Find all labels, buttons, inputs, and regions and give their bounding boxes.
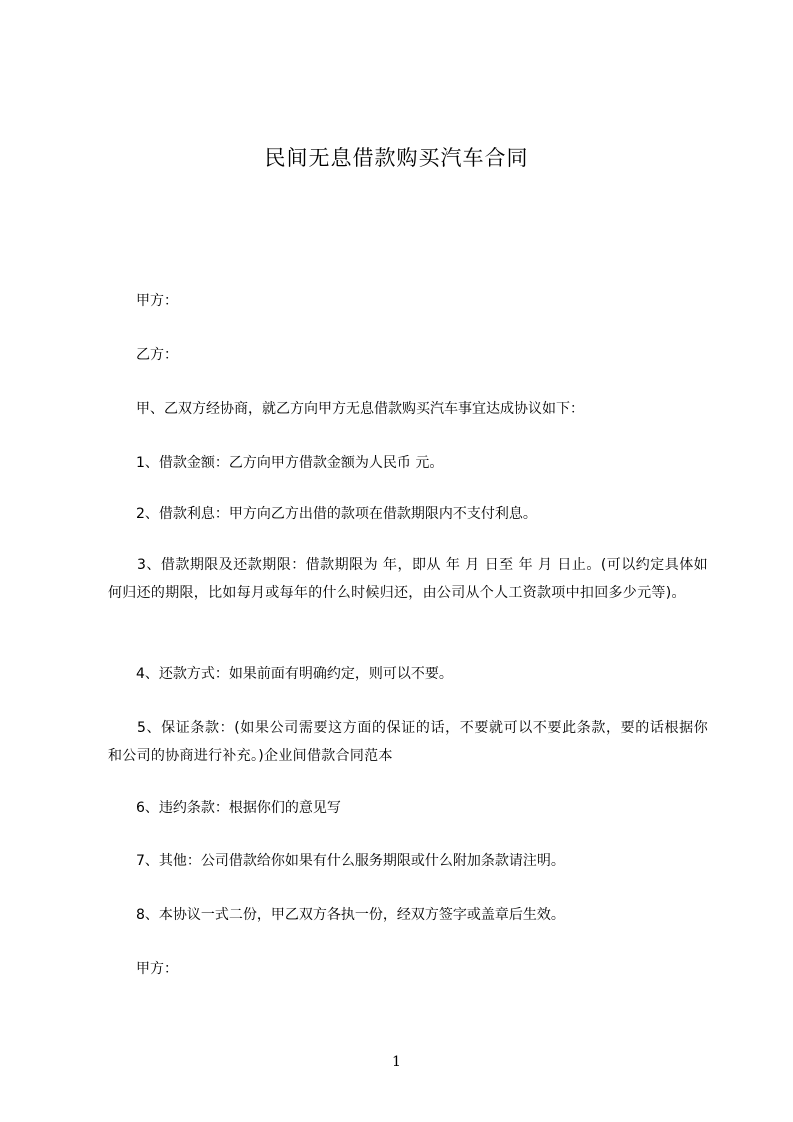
clause-5: 5、保证条款：(如果公司需要这方面的保证的话，不要就可以不要此条款，要的话根据你和公司的协商进行补充。)企业间借款合同范本 [108, 720, 708, 764]
clause-1: 1、借款金额：乙方向甲方借款金额为人民币 元。 [136, 455, 444, 471]
clause-3: 3、借款期限及还款期限：借款期限为 年，即从 年 月 日至 年 月 日止。(可以约定具体如何归还的期限，比如每月或每年的什么时候归还，由公司从个人工资款项中扣回多少元等)。 [108, 557, 708, 601]
preamble: 甲、乙双方经协商，就乙方向甲方无息借款购买汽车事宜达成协议如下： [136, 401, 584, 417]
clause-2: 2、借款利息：甲方向乙方出借的款项在借款期限内不支付利息。 [136, 506, 537, 522]
party-a-label: 甲方： [136, 293, 178, 309]
clause-8: 8、本协议一式二份，甲乙双方各执一份，经双方签字或盖章后生效。 [136, 907, 565, 923]
signature-party-a-label: 甲方： [136, 961, 178, 977]
clause-7: 7、其他：公司借款给你如果有什么服务期限或什么附加条款请注明。 [136, 853, 565, 869]
clause-6: 6、违约条款：根据你们的意见写 [136, 800, 341, 816]
document-title: 民间无息借款购买汽车合同 [264, 146, 529, 170]
page-number: 1 [392, 1054, 401, 1070]
party-b-label: 乙方： [136, 347, 178, 363]
clause-4: 4、还款方式：如果前面有明确约定，则可以不要。 [136, 666, 453, 682]
